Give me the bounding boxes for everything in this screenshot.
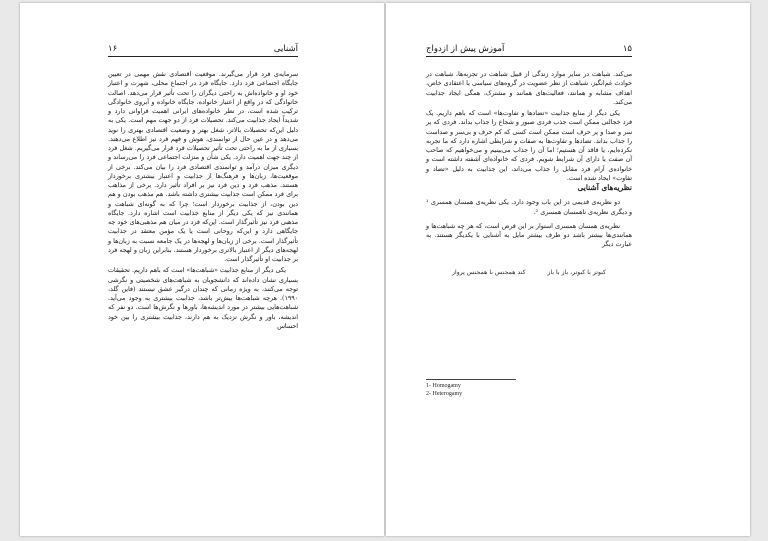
couplet-line: کبوتر با کبوتر، باز با باز	[547, 268, 606, 276]
header-rule	[426, 56, 632, 57]
paragraph: نظریه‌ی همسان همسری استوار بر این فرض است، که هر چه شباهت‌ها و همانندی‌ها بیشتر باشد دو طرف بیشتر مایل به آشنایی با یکدیگر هستند. به عبارت دیگر	[426, 222, 632, 249]
paragraph: دو نظریه‌ی قدیمی در این باب وجود دارد. یکی نظریه‌ی همسان همسری ¹ و دیگری نظریه‌ی ناهمسان همسری ².	[426, 199, 632, 216]
paragraph: یکی دیگر از منابع جذابیت «شباهت‌ها» است که باهم داریم. تحقیقات بسیاری نشان داده‌اند که دانشجویان به شباهت‌های شخصیتی و نگرشی توجه می‌کنند، به ویژه زمانی که چندان درگیر عشق نیستند (فاین گلد، ۱۹۹۰). هرچه شباهت‌ها بیش‌تر باشد، جذابیت بیشتری به وجود می‌آید. شباهت‌هایی بیشتر در مورد اندیشه‌ها، باورها و نگرش‌ها است. دو نفر که اندیشه، باور و نگرش نزدیک به هم دارند، جذابیت بیشتری را بین خود احساس	[108, 267, 298, 330]
paragraph: سرمایه‌ی فرد قرار می‌گیرند. موقعیت اقتصادی نقش مهمی در تعیین جایگاه اجتماعی فرد دارد. جایگاه فرد در اجتماع محلی، شهرت و اعتبار خود او و خانواده‌اش به راحتی دیگران را تحت تأثیر قرار می‌دهد. اصالت خانوادگی که در واقع از اعتبار خانواده، جایگاه خانواده و آبروی خانوادگی ترکیب شده است، در نظر خانواده‌های ایرانی اهمیت فراوانی دارد و شدیداً ایجاد جذابیت می‌کند. تحصیلات فرد از دو جهت مهم است. یکی به دلیل این‌که تحصیلات بالاتر، شغل بهتر و وضعیت اقتصادی بهتری را نوید می‌دهد و در عین حال از توانمندی، هوش و فهم فرد نیز اطلاع می‌دهند. بسیاری از ما به راحتی تحت تأثیر تحصیلات فرد قرار می‌گیریم. شغل فرد از چند جهت اهمیت دارد. یکی شأن و منزلت اجتماعی فرد را می‌رساند و دیگری میزان درآمد و توانمندی اقتصادی فرد را بیان می‌کند. برخی از موقعیت‌ها، زبان‌ها و فرهنگ‌ها از جذابیت و اعتبار بیشتری برخوردار هستند. مذهب فرد و دین فرد نیز بر افراد تأثیر دارد. برخی از مذاهب برای فرد ممکن است جذابیت بیشتری داشته باشد. هم مذهب بودن و هم دین بودن، از جذابیت برخوردار است؛ چرا که به گونه‌ای شباهت و همانندی نیز که یکی دیگر از منابع جذابیت است اشاره دارد. جایگاه مذهبی فرد نیز تأثیرگذار است. این‌که فرد در میان هم مذهبی‌های خود چه جایگاهی دارد و این‌که روحانی است یا یک مؤمن معتقد در جذابیت تأثیرگذار است. برخی از زبان‌ها و لهجه‌ها در یک جامعه نسبت به زبان‌ها و لهجه‌های دیگر از اعتبار بالاتری برخوردار هستند. بنابراین زبان و لهجه فرد بر جذابیت او تأثیرگذار است.	[108, 71, 298, 263]
section-heading: نظریه‌های آشنایی	[577, 183, 632, 192]
right-page-body	[426, 70, 632, 277]
footnote-rule	[426, 379, 516, 380]
couplet-line: کند همجنس با همجنس پرواز	[452, 268, 526, 276]
left-page-number: ۱۶	[108, 44, 118, 54]
right-page-header	[426, 40, 632, 54]
header-rule	[108, 56, 298, 57]
paragraph: می‌کند. شباهت در سایر موارد زندگی از قبیل شباهت در تجربه‌ها، شباهت در حوادث غم‌انگیز، شباهت از نظر عضویت در گروه‌های سیاسی یا اعتقادی خاص، اهداف مشابه و همانند، فعالیت‌های همانند و مشترک، همگی ایجاد جذابیت می‌کند.	[426, 71, 632, 106]
proverb-couplet	[426, 268, 632, 277]
footnote: 1- Homogamy	[426, 383, 461, 389]
left-page-header	[108, 40, 298, 54]
left-page-body	[108, 70, 298, 331]
footnote: 2- Heterogamy	[426, 391, 463, 397]
right-page	[386, 3, 750, 536]
left-running-title: آشنایی	[273, 44, 298, 54]
footnotes	[426, 382, 462, 398]
paragraph: یکی دیگر از منابع جذابیت «تضادها و تفاوت‌ها» است که باهم داریم. یک فرد خجالتی ممکن است جذب فردی صبور و شجاع را جذاب بداند. فردی که پر سر و صدا و پر حرف است ممکن است کسی که کم حرف و بی‌سر و صداست را جذاب بداند. تضادها و تفاوت‌ها به صفات و شرایطی اشاره دارد که ما تجربه نکرده‌ایم، یا فاقد آن هستیم؛ اما آن را جذاب می‌بینیم و می‌خواهیم که صاحب آن صفت یا دارای آن شرایط شویم. فردی که خانواده‌ای آشفته داشته است و خانواده‌ی آرام فرد مقابل را جذاب می‌داند، این جذابیت به دلیل «تضاد و تفاوت» ایجاد شده است.	[426, 110, 632, 182]
left-page	[20, 3, 384, 536]
right-running-title: آموزش پیش از ازدواج	[426, 44, 505, 54]
right-page-number: ۱۵	[622, 44, 632, 54]
